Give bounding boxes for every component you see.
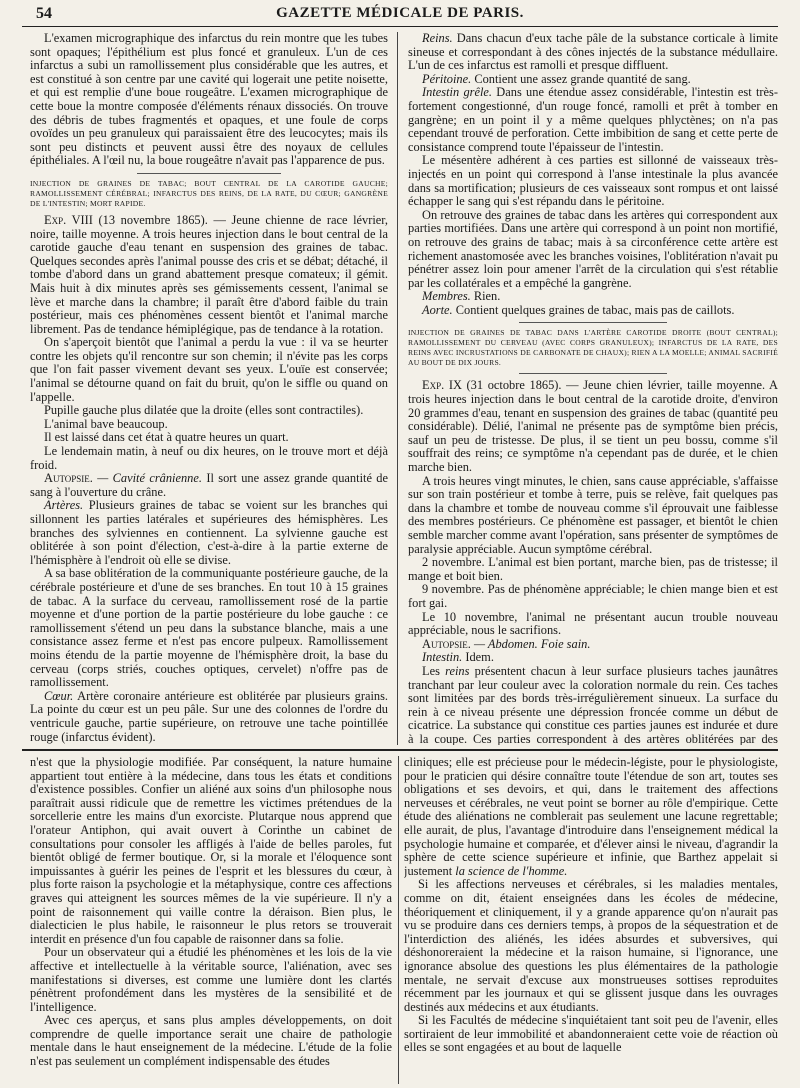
paragraph: On s'aperçoit bientôt que l'animal a perdu la vue : il va se heurter contre les objets qu'il rencontre sur son chemin; il n'évite pas les corps que l'on fait passer vivement devant ses yeux. L'ouïe est conservée; l'animal se détourne quand on fait du bruit, qu'on le siffle ou quand on l'appelle. xyxy=(30,335,388,404)
organ-text: Rien. xyxy=(470,289,501,304)
organ-text: Artère coronaire antérieure est oblitérée par plusieurs grains. La pointe du cœur est un peu pâle. Sur une des colonnes de l'ordre du ventricule gauche, partie supérieure, on retrouve une tache pointillée rouge (infarctus évident). xyxy=(30,688,388,744)
paragraph: On retrouve des graines de tabac dans les artères qui correspondent aux parties mortifiées. Dans une artère qui correspond à un point non mortifié, on retrouve des grains de tabac; mais à sa circonférence cette artère est richement anastomosée avec les branches voisines, l'oblitération n'avait pu pénétrer assez loin pour amener l'arrêt de la circulation qui s'est rétablie par les collatérales et a empêché la gangrène. xyxy=(408,207,778,290)
divider xyxy=(137,173,280,174)
organ-text: Contient quelques graines de tabac, mais pas de caillots. xyxy=(452,302,735,317)
upper-left-column xyxy=(30,32,388,745)
page-header xyxy=(22,4,778,27)
paragraph xyxy=(408,86,778,154)
paragraph xyxy=(408,290,778,304)
organ-text: présentent chacun à leur surface plusieurs taches jaunâtres tranchant par leur couleur avec la coloration normale du rein. Ces taches sont limitées par des bords très-irrégulièrement sinueux. La surface du rein à ce niveau présente une dépression froncée comme un début de cicatrice. La substance qui constitue ces parties jaunes est indurée et dure à la coupe. Ces parties correspondent à des artères oblitérées par des xyxy=(408,663,778,745)
organ-text: Dans une étendue assez considérable, l'intestin est très-fortement congestionné, d'un rouge foncé, ramolli et prêt à tomber en gangrène; en un point il y a même quelques phlyctènes; on n'a pas cependant trouvé de perforation. Cette imbibition de sang et cette perte de consistance comprend toute l'épaisseur de l'intestin. xyxy=(408,85,778,154)
paragraph xyxy=(408,651,778,665)
upper-section xyxy=(22,32,778,745)
organ-label: Cœur. xyxy=(44,688,74,703)
upper-right-column xyxy=(408,32,778,745)
column-rule xyxy=(398,756,399,1084)
paragraph xyxy=(408,304,778,318)
paragraph xyxy=(30,214,388,336)
paragraph: n'est que la physiologie modifiée. Par conséquent, la nature humaine appartient tout entière à la médecine, dans tous les états et conditions d'existence possibles. Confier un aliéné aux soins d'un philosophe nous paraîtrait aussi ridicule que de remettre les victimes prétendues de la sorcellerie entre les mains d'un exorciste. Plutarque nous apprend que l'orateur Antiphon, qui avait ouvert à Corinthe un cabinet de consultations pour consoler les affligés à l'aide de belles paroles, fut bientôt obligé de fermer boutique. Or, si la morale et l'éloquence sont impuissantes à guérir les peines de l'esprit et les blessures du cœur, à plus forte raison la psychologie et la métaphysique, contre ces affections graves qui atteignent les sources mêmes de la vie supérieure. Il n'y a point de raisonnement qui vaille contre la déraison. Bien plus, le dialecticien le plus habile, le raisonneur le plus retors se trouverait interdit en présence d'un fou capable de raisonner dans sa folie. xyxy=(30,756,392,946)
paragraph: Il est laissé dans cet état à quatre heures un quart. xyxy=(44,430,289,445)
lower-section xyxy=(22,756,778,1084)
page-number: 54 xyxy=(36,5,52,22)
organ-label xyxy=(44,743,67,745)
italic-phrase: la science de l'homme. xyxy=(455,863,568,878)
organ-label: Membres. xyxy=(422,289,471,304)
paragraph xyxy=(30,472,388,499)
organ-text xyxy=(67,743,139,745)
divider xyxy=(519,322,667,323)
organ-label: Intestin grêle. xyxy=(422,85,493,100)
organ-label: Reins. xyxy=(422,32,453,45)
paragraph xyxy=(30,499,388,567)
paragraph xyxy=(30,690,388,744)
autopsy-text: Il sort une assez grande quantité de sang à l'ouverture du crâne. xyxy=(30,471,388,499)
paragraph: Pour un observateur qui a étudié les phénomènes et les lois de la vie affective et intellectuelle à la véritable source, l'aliénation, avec ses manifestations si diverses, est comme une lumière dont les clartés pénètrent profondément dans les mystères de la sensibilité et de l'intelligence. xyxy=(30,945,392,1014)
organ-prefix: Les xyxy=(422,663,446,678)
paragraph: Si les affections nerveuses et cérébrales, si les maladies mentales, comme on dit, étaient enseignées dans les écoles de médecine, théoriquement et cliniquement, il y a grande apparence qu'on n'aurait pas vu se produire dans ces derniers temps, à propos de la séquestration et de l'interdiction des aliénés, les idées absurdes et subversives, qui déshonoreraient la médecine et la raison humaine, si l'ignorance, une ignorance absolue des questions les plus élémentaires de la pathologie mentale, ne servait d'excuse aux monstrueuses sottises reproduites récemment par les journaux et qui se glissent jusque dans les ouvrages destinés aux médecins et aux étudiants. xyxy=(404,877,778,1014)
paragraph: Le lendemain matin, à neuf ou dix heures, on le trouve mort et déjà froid. xyxy=(30,444,388,472)
experiment-label: Exp. IX xyxy=(422,378,462,393)
divider xyxy=(519,373,667,374)
paragraph xyxy=(408,73,778,87)
organ-label: Artères. xyxy=(44,498,84,513)
autopsy-subhead: — Cavité crânienne. xyxy=(92,471,202,486)
paragraph: 2 novembre. L'animal est bien portant, marche bien, pas de tristesse; il mange et boit bien. xyxy=(408,555,778,583)
paragraph xyxy=(408,379,778,474)
organ-text: Plusieurs graines de tabac se voient sur les branches qui sillonnent les parties latérales et supérieures des hémisphères. Les branches des sylviennes en contiennent. La sylvienne gauche est oblitérée à son point d'élection, c'est-à-dire à la partie externe de l'hémisphère à l'endroit où elle se divise. xyxy=(30,498,388,567)
paragraph: Avec ces aperçus, et sans plus amples développements, on doit comprendre de quelle importance serait une chaire de pathologie mentale dans le haut enseignement de la médecine. L'étude de la folie n'est pas seulement un complément indispensable des études xyxy=(30,1013,392,1069)
experiment-text: (31 octobre 1865). — Jeune chien lévrier, taille moyenne. A trois heures injection dans le bout central de la carotide droite, d'environ 20 grammes d'eau, tenant en suspension des graines de tabac (quantité peu considérable). Délié, l'animal ne présente pas de symptôme bien précis, sauf un peu de tristesse. De plus, il se tient un peu bossu, comme s'il souffrait des reins; ce symptôme n'a cependant pas de durée, et le chien marche bien. xyxy=(408,378,778,475)
organ-label: Intestin. xyxy=(422,650,463,665)
paragraph: Si les Facultés de médecine s'inquiétaient tant soit peu de l'avenir, elles sortiraient de leur immobilité et abandonneraient cette voie de réaction où elles se sont engagées et au bout de laquelle xyxy=(404,1013,778,1055)
paragraph: Pupille gauche plus dilatée que la droite (elles sont contractiles). xyxy=(44,403,364,418)
organ-label: reins xyxy=(445,663,470,678)
paragraph: L'animal bave beaucoup. xyxy=(44,416,168,431)
autopsy-label: Autopsie. xyxy=(44,471,93,486)
paragraph: Le 10 novembre, l'animal ne présentant aucun trouble nouveau appréciable, nous le sacrifions. xyxy=(408,609,778,638)
autopsy-label: Autopsie. xyxy=(422,636,471,651)
organ-label: Péritoine. xyxy=(422,71,472,86)
paragraph: A trois heures vingt minutes, le chien, sans cause appréciable, s'affaisse sur son train postérieur et tombe à terre, puis se relève, fait quelques pas dans la chambre et tombe de nouveau comme s'il éprouvait une faiblesse des membres postérieurs. Ce phénomène est passager, et bientôt le chien semble marcher comme avant l'opération, sans présenter de symptômes de paralysie appréciable. Aucun symptôme cérébral. xyxy=(408,473,778,556)
experiment-text: (13 novembre 1865). — Jeune chienne de race lévrier, noire, taille moyenne. A trois heures injection dans le bout central de la carotide gauche d'eau tenant en suspension des graines de tabac. Quelques secondes après l'animal pousse des cris et se débat; détaché, il tombe d'abord dans un grand abattement presque comateux; il gémit. Mais huit à dix minutes après ses gémissements cessent, l'animal se lève et marche dans la chambre; il paraît être d'abord faible du train postérieur, mais ces phénomènes cessent bientôt et l'animal marche librement. Pas de tendance hémiplégique, pas de tendance à la rotation. xyxy=(30,212,388,336)
journal-title: GAZETTE MÉDICALE DE PARIS. xyxy=(276,5,524,21)
column-rule xyxy=(397,32,398,745)
paragraph: L'examen micrographique des infarctus du rein montre que les tubes sont opaques; l'épithélium est plus foncé et granuleux. L'un de ces infarctus a subi un ramollissement plus considérable que les autres, et est constitué à son centre par une cavité qui logerait une petite noisette, et qui est remplie d'une boue rougeâtre. L'examen micrographique de cette boue la montre composée d'éléments rénaux dissociés. On trouve des débris de tubes fragmentés et opaques, et une foule de corps ovoïdes un peu granuleux qui paraissaient être des leucocytes; mais ils sont peu distincts et peuvent aussi être des noyaux de cellules épithéliales. A l'œil nu, la boue rougeâtre n'avait pas l'apparence de pus. xyxy=(30,32,388,168)
lower-left-column xyxy=(30,756,392,1084)
paragraph: 9 novembre. Pas de phénomène appréciable; le chien mange bien et est fort gai. xyxy=(408,582,778,610)
paragraph: A sa base oblitération de la communiquante postérieure gauche, de la cérébrale postérieure et d'une de ses branches. En tout 10 à 15 graines de tabac. A la surface du cerveau, ramollissement rosé de la partie moyenne et d'une portion de la partie postérieure du lobe gauche : ce ramollissement s'étend un peu dans la substance blanche, mais a une consistance assez ferme et n'est pas encore pulpeux. Ramollissement moins étendu de la partie moyenne de l'hémisphère droit, la base du cerveau (corps striés, couches optiques, cervelet) n'offre pas de ramollissement. xyxy=(30,566,388,690)
organ-text: Dans chacun d'eux tache pâle de la substance corticale à limite sineuse et correspondant à des cônes injectés de la substance médullaire. L'un de ces infarctus est ramolli et presque diffluent. xyxy=(408,32,778,73)
paragraph-text: cliniques; elle est précieuse pour le médecin-légiste, pour le physiologiste, pour le praticien qui désire connaître toute l'étendue de son art, toutes ses obligations et ses devoirs, et qui, dans le traitement des affections nerveuses et cérébrales, ne veut point se borner au rôle d'empirique. Cette étude des aliénations ne comblerait pas seulement une lacune regrettable; elle aurait, de plus, l'avantage d'introduire dans l'enseignement médical la psychologie humaine et comparée, et d'élever ainsi le niveau, d'agrandir la sphère de cette science supérieure et infinie, que Barthez appelait si justement xyxy=(404,756,778,878)
organ-text: Idem. xyxy=(462,650,494,665)
experiment-label: Exp. VIII xyxy=(44,212,93,227)
paragraph xyxy=(408,32,778,73)
case-heading: INJECTION DE GRAINES DE TABAC DANS L'ARTÈRE CAROTIDE DROITE (BOUT CENTRAL); RAMOLLISSEMENT DU CERVEAU (AVEC CORPS GRANULEUX); INFARCTUS DE LA RATE, DES REINS AVEC INCRUSTATIONS DE CARBONATE DE CHAUX); RIEN A LA MOELLE; ANIMAL SACRIFIÉ AU BOUT DE DIX JOURS. xyxy=(408,328,778,368)
section-separator xyxy=(22,749,778,751)
paragraph xyxy=(30,744,388,745)
paragraph xyxy=(404,756,778,878)
case-heading: INJECTION DE GRAINES DE TABAC; BOUT CENTRAL DE LA CAROTIDE GAUCHE; RAMOLLISSEMENT CÉRÉBRAL; INFARCTUS DES REINS, DE LA RATE, DU CŒUR; GANGRÈNE DE L'INTESTIN; MORT RAPIDE. xyxy=(30,178,388,208)
paragraph xyxy=(408,638,778,652)
paragraph: Le mésentère adhérent à ces parties est sillonné de vaisseaux très-injectés en un point qui correspond à l'anse intestinale la plus avancée dans sa mortification; plusieurs de ces vaisseaux sont rompus et ont laissé échapper le sang qui s'est répandu dans le péritoine. xyxy=(408,153,778,209)
organ-label: Aorte. xyxy=(422,302,453,317)
lower-right-column xyxy=(404,756,778,1084)
organ-text: Contient une assez grande quantité de sang. xyxy=(471,71,691,86)
paragraph xyxy=(408,665,778,745)
autopsy-text: — Abdomen. Foie sain. xyxy=(470,636,591,651)
